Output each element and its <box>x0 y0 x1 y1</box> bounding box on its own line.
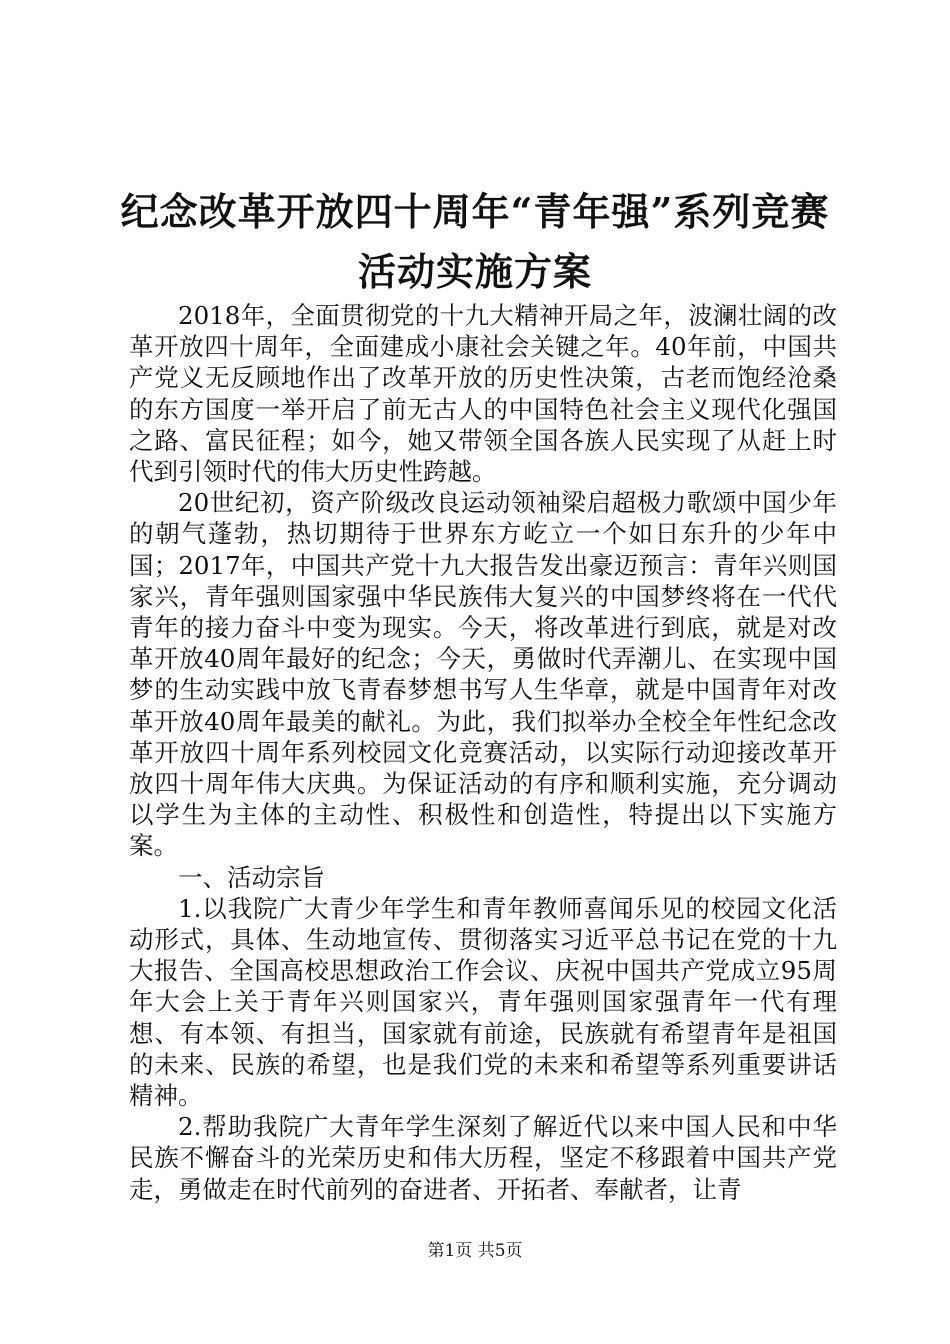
paragraph-purpose-1: 1.以我院广大青少年学生和青年教师喜闻乐见的校园文化活动形式，具体、生动地宣传、贯彻落实习近平总书记在党的十九大报告、全国高校思想政治工作会议、庆祝中国共产党成立95周年大会上关于青年兴则国家兴，青年强则国家强青年一代有理想、有本领、有担当，国家就有前途，民族就有希望青年是祖国的未来、民族的希望，也是我们党的未来和希望等系列重要讲话精神。 <box>129 893 837 1111</box>
page-number: 第1页 共5页 <box>427 1241 523 1261</box>
paragraph-intro: 2018年，全面贯彻党的十九大精神开局之年，波澜壮阔的改革开放四十周年，全面建成小康社会关键之年。40年前，中国共产党义无反顾地作出了改革开放的历史性决策，古老而饱经沧桑的东方国度一举开启了前无古人的中国特色社会主义现代化强国之路、富民征程；如今，她又带领全国各族人民实现了从赶上时代到引领时代的伟大历史性跨越。 <box>129 301 837 487</box>
section-heading-purpose: 一、活动宗旨 <box>178 862 325 892</box>
document-title: 纪念改革开放四十周年“青年强”系列竞赛活动实施方案 <box>120 189 830 294</box>
paragraph-purpose-2: 2.帮助我院广大青年学生深刻了解近代以来中国人民和中华民族不懈奋斗的光荣历史和伟大历程，坚定不移跟着中国共产党走，勇做走在时代前列的奋进者、开拓者、奉献者，让青 <box>129 1112 837 1204</box>
paragraph-background: 20世纪初，资产阶级改良运动领袖梁启超极力歌颂中国少年的朝气蓬勃，热切期待于世界东方屹立一个如日东升的少年中国；2017年，中国共产党十九大报告发出豪迈预言：青年兴则国家兴，青年强则国家强中华民族伟大复兴的中国梦终将在一代代青年的接力奋斗中变为现实。今天，将改革进行到底，就是对改革开放40周年最好的纪念；今天，勇做时代弄潮儿、在实现中国梦的生动实践中放飞青春梦想书写人生华章，就是中国青年对改革开放40周年最美的献礼。为此，我们拟举办全校全年性纪念改革开放四十周年系列校园文化竞赛活动，以实际行动迎接改革开放四十周年伟大庆典。为保证活动的有序和顺利实施，充分调动以学生为主体的主动性、积极性和创造性，特提出以下实施方案。 <box>129 488 837 861</box>
document-body <box>129 300 837 1205</box>
